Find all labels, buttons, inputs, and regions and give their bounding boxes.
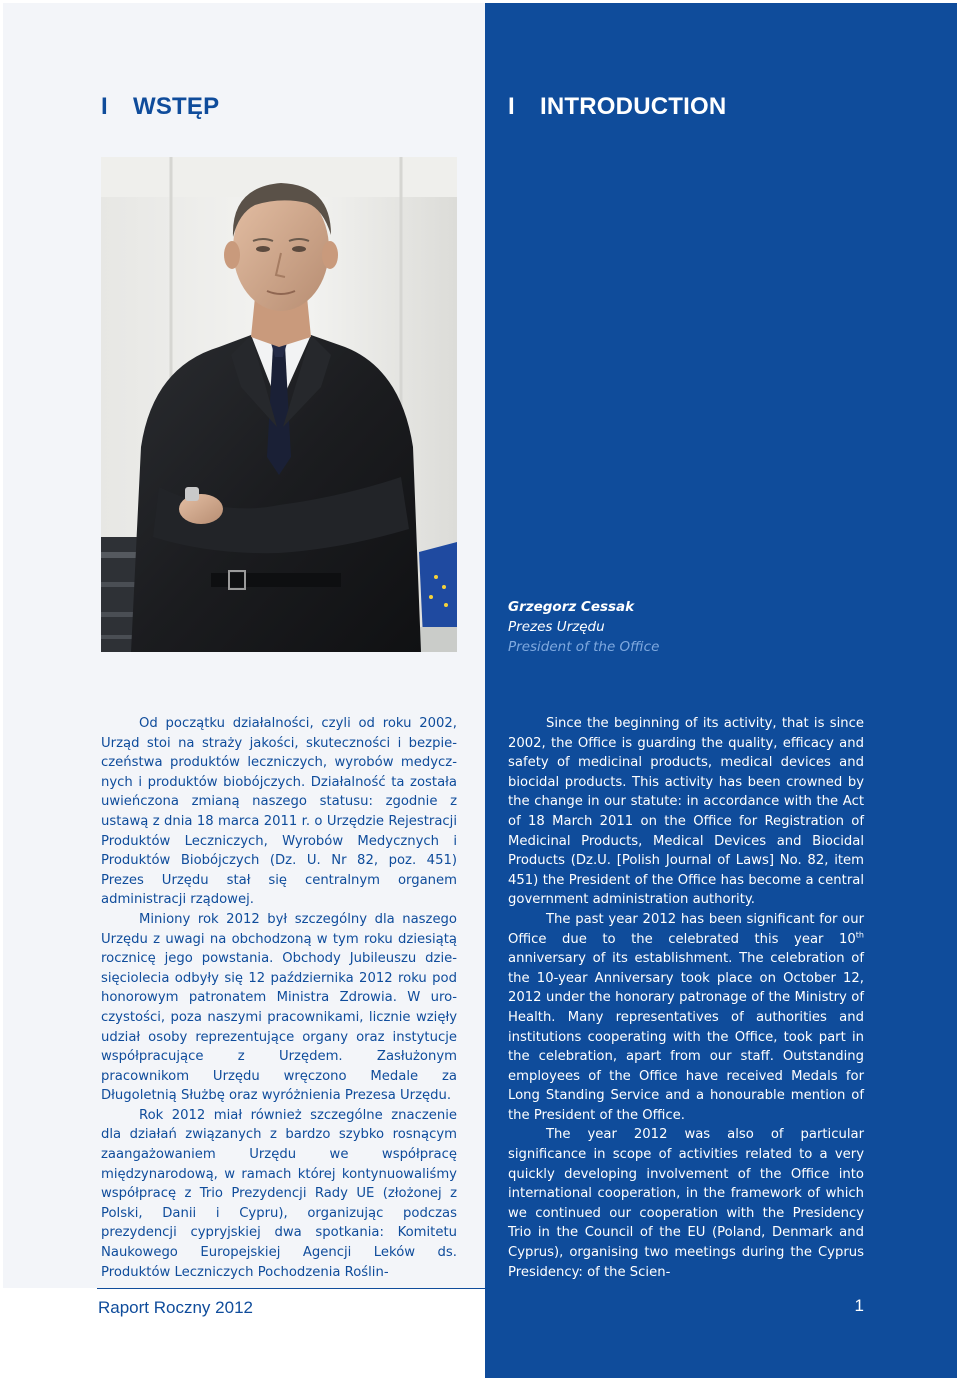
caption-role-english: President of the Office xyxy=(508,639,660,655)
heading-polish-number: I xyxy=(101,93,108,120)
paragraph-english-1: Since the beginning of its activity, that is since 2002, the Office is guarding the quality, efficacy and safety of medicinal products, medical devices and biocidal products. This activity has been crowned by the change in our statute: in accordance with the Act of 18 March 2011 on the Office for Registration of Medicinal Products, Medical Devices and Biocidal Products (Dz.U. [Polish Journal of Laws] No. 82, item 451) the President of the Office has become a central government administration authority. xyxy=(508,716,864,908)
caption-name: Grzegorz Cessak xyxy=(508,599,635,615)
paragraph-english-2 xyxy=(508,910,864,1126)
caption-role-polish: Prezes Urzędu xyxy=(508,619,605,635)
ordinal-superscript: th xyxy=(855,930,864,940)
heading-polish xyxy=(101,92,219,122)
paragraph-polish-2: Miniony rok 2012 był szczególny dla naszego Urzędu z uwagi na obchodzoną w tym roku dziesiątą rocznicę jego powstania. Obchody Jubileuszu dziesięciolecia odbyły się 12 października 2012 roku pod honorowym patronatem Ministra Zdrowia. W uroczystości, poza naszymi pracownikami, licznie wzięły udział osoby reprezentujące organy oraz instytucje współpracujące z Urzędem. Zasłużonym pracownikom Urzędu wręczono Medale za Długoletnią Służbę oraz wyróżnienia Prezesa Urzędu. xyxy=(101,911,457,1104)
paragraph-polish-3: Rok 2012 miał również szczególne znaczenie dla działań związanych z bardzo szybko rosnącym zaangażowaniem Urzędu we współpracę międzynarodową, w ramach której kontynuowaliśmy współpracę z Trio Prezydencji Rady UE (złożonej z Polski, Danii i Cypru), organizując podczas prezydencji cypryjskiej dwa spotkania: Komitetu Naukowego Europejskiej Agencji Leków ds. Produktów Leczniczych Pochodzenia Roślin- xyxy=(101,1107,457,1280)
paragraph-english-2-end: anniversary of its establishment. The celebration of the 10-year Anniversary took place on October 12, 2012 under the honorary patronage of the Ministry of Health. Many representatives of authorities and institutions cooperating with the Office, took part in the celebration, apart from our staff. Outstanding employees of the Office have received Medals for Long Standing Service and a honourable mention of the President of the Office. xyxy=(508,951,864,1123)
photo-caption xyxy=(508,597,659,657)
heading-english-title: INTRODUCTION xyxy=(540,93,727,120)
paragraph-english-3: The year 2012 was also of particular significance in scope of activities related to a very quickly developing involvement of the Office into international cooperation, in the framework of which we continued our cooperation with the Presidency Trio in the Council of the EU (Poland, Denmark and Cyprus), organising two meetings during the Cyprus Presidency: of the Scien- xyxy=(508,1127,864,1280)
paragraph-english-2-start: The past year 2012 has been significant for our Office due to the celebrated this year 10 xyxy=(508,911,864,947)
paragraph-polish-1: Od początku działalności, czyli od roku 2002, Urząd stoi na straży jakości, skuteczności i bezpieczeństwa produktów leczniczych, wyrobów medycznych i produktów biobójczych. Działalność ta została uwieńczona zmianą naszego statusu: zgodnie z ustawą z dnia 18 marca 2011 r. o Urzędzie Rejestracji Produktów Leczniczych, Wyrobów Medycznych i Produktów Biobójczych (Dz. U. Nr 82, poz. 451) Prezes Urzędu stał się centralnym organem administracji rządowej. xyxy=(101,716,457,908)
body-text-polish xyxy=(101,714,457,1282)
body-text-english xyxy=(508,714,864,1282)
heading-polish-title: WSTĘP xyxy=(133,93,220,120)
page-number: 1 xyxy=(854,1296,864,1315)
heading-english xyxy=(508,92,726,122)
footer-report-title: Raport Roczny 2012 xyxy=(98,1298,253,1317)
footer-divider xyxy=(97,1288,862,1289)
heading-english-number: I xyxy=(508,93,515,120)
portrait-photo xyxy=(101,157,457,652)
